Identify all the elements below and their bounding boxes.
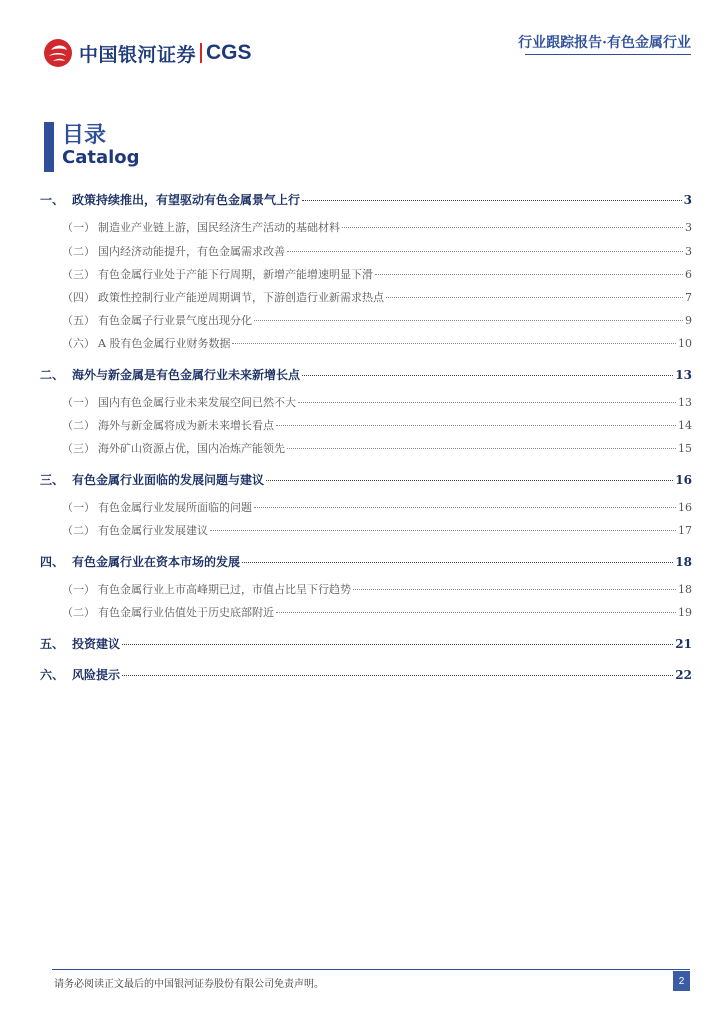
toc-entry-number: 二、	[40, 368, 65, 382]
toc-dot-leader	[298, 401, 676, 403]
toc-entry-number: 六、	[40, 668, 65, 682]
toc-entry-page: 13	[675, 368, 692, 382]
toc-entry-number: 五、	[40, 637, 65, 651]
title-accent-bar	[44, 122, 54, 172]
toc-entry-label: 有色金属行业处于产能下行周期，新增产能增速明显下滑	[98, 268, 373, 281]
footer-divider	[52, 969, 690, 970]
company-logo	[43, 38, 252, 68]
toc-entry-label: 政策持续推出，有望驱动有色金属景气上行	[72, 193, 301, 207]
toc-entry-label: A 股有色金属行业财务数据	[98, 337, 231, 350]
toc-dot-leader	[266, 479, 673, 481]
toc-entry-page: 3	[683, 193, 692, 207]
cgs-logo-icon	[43, 38, 73, 68]
toc-entry-label: 有色金属行业估值处于历史底部附近	[98, 606, 274, 619]
page-title-cn: 目录	[62, 123, 107, 148]
toc-entry-page: 19	[678, 606, 692, 619]
toc-entry-number: （三）	[62, 442, 95, 455]
logo-text-cn: 中国银河证券	[79, 43, 197, 66]
toc-subsection-entry[interactable]	[40, 243, 692, 263]
toc-entry-page: 9	[685, 314, 692, 327]
toc-entry-label: 制造业产业链上游，国民经济生产活动的基础材料	[98, 221, 340, 234]
toc-dot-leader	[375, 273, 683, 275]
toc-subsection-entry[interactable]	[40, 522, 692, 542]
toc-entry-page: 14	[678, 419, 692, 432]
toc-entry-page: 6	[685, 268, 692, 281]
toc-section-entry[interactable]	[40, 366, 692, 386]
toc-entry-label: 有色金属行业上市高峰期已过，市值占比呈下行趋势	[98, 583, 351, 596]
report-type: 行业跟踪报告·有色金属行业	[518, 35, 691, 51]
toc-entry-label: 海外与新金属将成为新未来增长看点	[98, 419, 274, 432]
toc-subsection-entry[interactable]	[40, 219, 692, 239]
toc-entry-page: 13	[678, 396, 692, 409]
toc-subsection-entry[interactable]	[40, 394, 692, 414]
toc-entry-number: 四、	[40, 555, 65, 569]
toc-entry-page: 16	[678, 501, 692, 514]
toc-section-entry[interactable]	[40, 471, 692, 491]
toc-dot-leader	[232, 342, 676, 344]
toc-entry-page: 17	[678, 524, 692, 537]
logo-divider	[200, 43, 202, 63]
toc-entry-number: （六）	[62, 337, 95, 350]
toc-subsection-entry[interactable]	[40, 266, 692, 286]
toc-entry-label: 海外矿山资源占优，国内冶炼产能领先	[98, 442, 285, 455]
toc-entry-number: 三、	[40, 473, 65, 487]
toc-entry-page: 15	[678, 442, 692, 455]
toc-dot-leader	[353, 588, 676, 590]
toc-entry-number: （四）	[62, 291, 95, 304]
toc-entry-label: 有色金属子行业景气度出现分化	[98, 314, 252, 327]
toc-entry-number: （一）	[62, 583, 95, 596]
page-number-badge: 2	[673, 971, 690, 991]
toc-dot-leader	[254, 506, 676, 508]
toc-dot-leader	[302, 374, 673, 376]
toc-entry-label: 有色金属行业在资本市场的发展	[72, 555, 241, 569]
toc-entry-page: 22	[675, 668, 692, 682]
toc-section-entry[interactable]	[40, 635, 692, 655]
toc-entry-label: 国内经济动能提升，有色金属需求改善	[98, 245, 285, 258]
toc-entry-number: （一）	[62, 501, 95, 514]
toc-section-entry[interactable]	[40, 191, 692, 211]
toc-entry-number: （一）	[62, 221, 95, 234]
toc-entry-label: 国内有色金属行业未来发展空间已然不大	[98, 396, 296, 409]
toc-entry-label: 政策性控制行业产能逆周期调节，下游创造行业新需求热点	[98, 291, 384, 304]
toc-subsection-entry[interactable]	[40, 581, 692, 601]
toc-entry-number: 一、	[40, 193, 65, 207]
toc-subsection-entry[interactable]	[40, 499, 692, 519]
toc-entry-page: 3	[685, 221, 692, 234]
toc-dot-leader	[287, 250, 683, 252]
toc-entry-page: 7	[685, 291, 692, 304]
toc-dot-leader	[342, 226, 683, 228]
toc-entry-label: 风险提示	[72, 668, 121, 682]
toc-dot-leader	[122, 643, 673, 645]
toc-entry-number: （三）	[62, 268, 95, 281]
toc-entry-label: 有色金属行业发展所面临的问题	[98, 501, 252, 514]
toc-entry-number: （二）	[62, 606, 95, 619]
toc-entry-number: （五）	[62, 314, 95, 327]
toc-section-entry[interactable]	[40, 666, 692, 686]
toc-entry-page: 18	[678, 583, 692, 596]
toc-entry-label: 有色金属行业面临的发展问题与建议	[72, 473, 265, 487]
toc-entry-number: （一）	[62, 396, 95, 409]
toc-entry-label: 有色金属行业发展建议	[98, 524, 208, 537]
toc-dot-leader	[254, 319, 683, 321]
header-underline	[525, 54, 691, 55]
toc-dot-leader	[276, 424, 676, 426]
toc-subsection-entry[interactable]	[40, 604, 692, 624]
toc-dot-leader	[276, 611, 676, 613]
toc-entry-page: 3	[685, 245, 692, 258]
toc-entry-number: （二）	[62, 524, 95, 537]
logo-text-en: CGS	[206, 41, 252, 64]
toc-entry-page: 16	[675, 473, 692, 487]
toc-subsection-entry[interactable]	[40, 440, 692, 460]
toc-subsection-entry[interactable]	[40, 417, 692, 437]
toc-entry-page: 21	[675, 637, 692, 651]
toc-dot-leader	[210, 529, 676, 531]
footer-disclaimer: 请务必阅读正文最后的中国银河证券股份有限公司免责声明。	[54, 979, 324, 990]
toc-entry-page: 18	[675, 555, 692, 569]
toc-dot-leader	[386, 296, 683, 298]
toc-dot-leader	[242, 561, 673, 563]
toc-subsection-entry[interactable]	[40, 289, 692, 309]
toc-entry-page: 10	[678, 337, 692, 350]
toc-entry-label: 投资建议	[72, 637, 121, 651]
toc-dot-leader	[302, 199, 682, 201]
page-title-en: Catalog	[62, 147, 140, 168]
toc-dot-leader	[122, 674, 673, 676]
toc-subsection-entry[interactable]	[40, 312, 692, 332]
page-header	[0, 0, 724, 80]
toc-entry-number: （二）	[62, 419, 95, 432]
toc-entry-number: （二）	[62, 245, 95, 258]
toc-section-entry[interactable]	[40, 553, 692, 573]
toc-subsection-entry[interactable]	[40, 335, 692, 355]
toc-entry-label: 海外与新金属是有色金属行业未来新增长点	[72, 368, 301, 382]
toc-dot-leader	[287, 447, 676, 449]
